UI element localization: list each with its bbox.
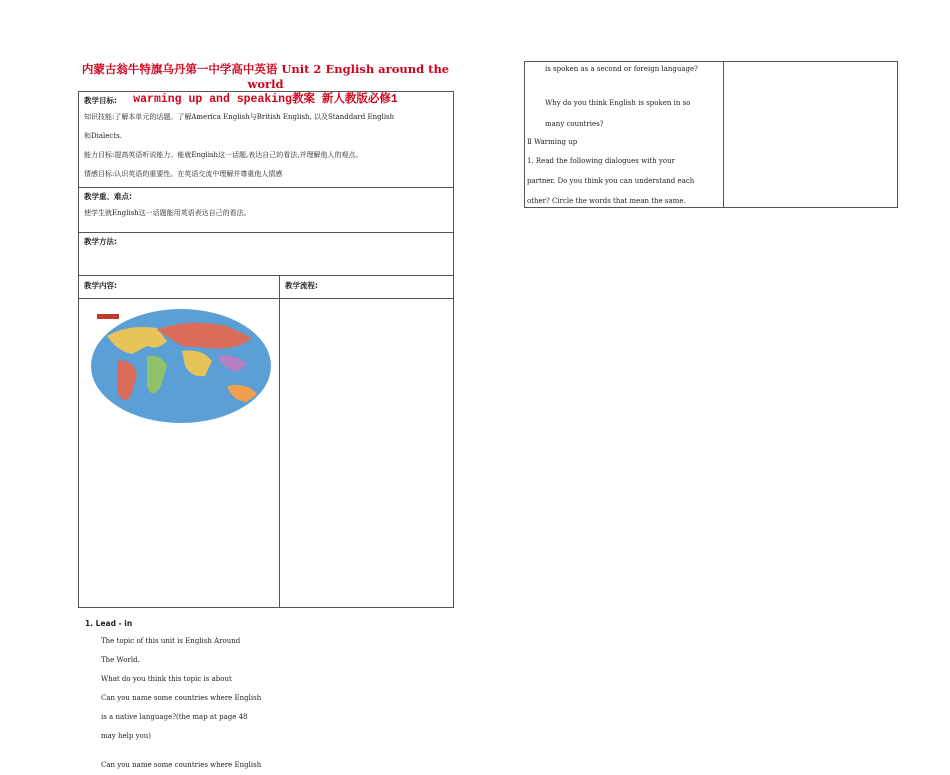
title-line-2: warming up and speaking教案 新人教版必修1 [133,93,398,106]
objective-line: 情感目标:认识英语的重要性。在英语交流中理解并尊重他人情感 [84,170,283,178]
objectives-cell [79,92,454,188]
content-heading: 教学内容: [84,281,117,290]
world-map-image [87,306,275,426]
flow-cell [280,276,454,608]
content-line: Why do you think English is spoken in so [545,99,691,107]
objective-line: 能力目标:提高英语听说能力。能就English这一话题,表达自己的看法,并理解他人的观点。 [84,151,363,159]
objective-line: 知识技能:了解本单元的话题。了解America English与British English, 以及Standdard English [84,113,395,121]
content-line: other? Circle the words that mean the same. [527,197,686,205]
lesson-plan-table [78,91,454,769]
key-points-cell [79,188,454,233]
content-line: 1. Read the following dialogues with your [527,157,675,165]
lead-in-line: The topic of this unit is English Around [101,637,241,645]
method-heading: 教学方法: [84,237,117,246]
lead-in-line: What do you think this topic is about [101,675,232,683]
continued-table [524,61,898,208]
content-line: partner. Do you think you can understand each [527,177,695,185]
warming-up-heading: Ⅱ Warming up [527,138,578,146]
title-line-1: 内蒙古翁牛特旗乌丹第一中学高中英语 Unit 2 English around the world [81,62,450,91]
lead-in-heading: 1. Lead - in [85,619,133,628]
content-line: is spoken as a second or foreign language? [545,65,698,73]
key-points-text: 使学生就English这一话题能用英语表达自己的看法。 [84,209,251,217]
continued-flow-cell [724,62,898,208]
lead-in-line: may help you) [101,732,151,740]
content-line: many countries? [545,120,604,128]
continued-content-cell [525,62,724,208]
lead-in-line: is a native language?(the map at page 48 [101,713,248,721]
lead-in-line: The World. [101,656,140,664]
content-cell [79,276,280,769]
method-cell [79,233,454,276]
objective-line: 和Dialects. [84,132,122,140]
lead-in-line: Can you name some countries where English [101,761,262,769]
flow-heading: 教学流程: [285,281,318,290]
key-points-heading: 教学重、难点: [84,192,132,201]
lead-in-line: Can you name some countries where English [101,694,262,702]
objectives-heading: 教学目标: [84,96,117,105]
